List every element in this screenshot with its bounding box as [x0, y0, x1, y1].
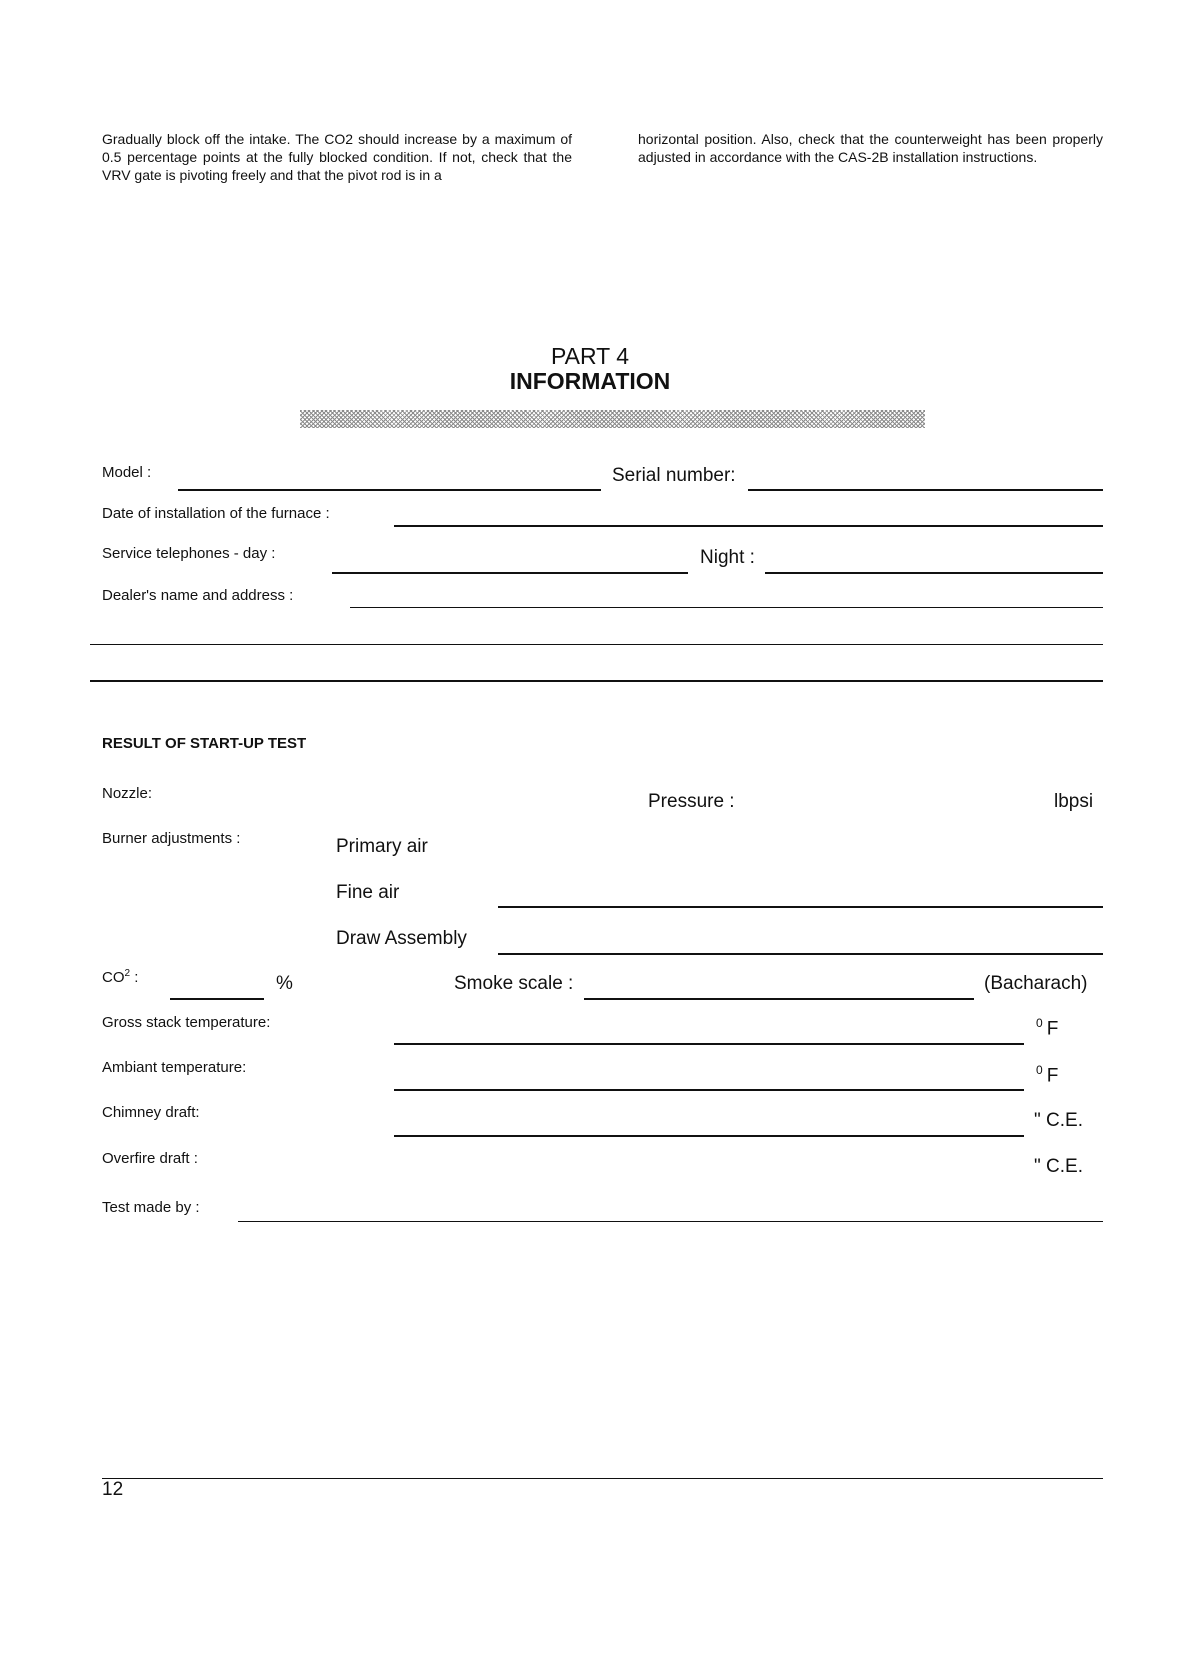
pressure-label: Pressure : — [648, 791, 735, 812]
section-title: INFORMATION — [509, 368, 671, 394]
test-made-by-field[interactable] — [238, 1221, 1103, 1222]
date-install-label: Date of installation of the furnace : — [102, 505, 330, 522]
dealer-field-line-2[interactable] — [90, 644, 1103, 645]
gross-stack-label: Gross stack temperature: — [102, 1014, 271, 1031]
co2-percent: % — [276, 973, 293, 994]
page-number: 12 — [102, 1479, 124, 1500]
dealer-label: Dealer's name and address : — [102, 587, 294, 604]
smoke-scale-label: Smoke scale : — [454, 973, 574, 994]
burner-adjustments-label: Burner adjustments : — [102, 830, 241, 847]
hatched-divider — [300, 410, 925, 428]
date-install-field[interactable] — [394, 525, 1103, 527]
model-label: Model : — [102, 464, 152, 481]
bacharach-unit: (Bacharach) — [984, 973, 1088, 994]
nozzle-label: Nozzle: — [102, 785, 153, 802]
fine-air-field[interactable] — [498, 906, 1103, 908]
draw-assembly-field[interactable] — [498, 953, 1103, 955]
overfire-label: Overfire draft : — [102, 1150, 198, 1167]
dealer-field-line-1[interactable] — [350, 607, 1103, 608]
startup-section-title: RESULT OF START-UP TEST — [102, 735, 307, 752]
intro-right-paragraph: horizontal position. Also, check that the counterweight has been properly adjusted in accordance with the CAS-2B installation instructions. — [638, 131, 1103, 165]
dealer-field-line-3[interactable] — [90, 680, 1103, 682]
pressure-unit: lbpsi — [1054, 791, 1094, 812]
gross-stack-field[interactable] — [394, 1043, 1024, 1045]
service-day-label: Service telephones - day : — [102, 545, 276, 562]
model-field[interactable] — [178, 489, 601, 491]
smoke-scale-field[interactable] — [584, 998, 974, 1000]
chimney-label: Chimney draft: — [102, 1104, 200, 1121]
serial-number-field[interactable] — [748, 489, 1103, 491]
test-made-by-label: Test made by : — [102, 1199, 200, 1216]
night-label: Night : — [700, 547, 755, 568]
ambiant-label: Ambiant temperature: — [102, 1059, 247, 1076]
intro-left-paragraph: Gradually block off the intake. The CO2 should increase by a maximum of 0.5 percentage points at the fully blocked condition. If not, check that the VRV gate is pivoting freely and that the pivot rod is in a — [102, 131, 572, 183]
co2-superscript: 2 — [124, 968, 131, 979]
fine-air-label: Fine air — [336, 882, 400, 903]
ambiant-unit: $^0$ F — [1036, 1063, 1059, 1087]
footer-rule — [102, 1478, 1103, 1479]
serial-number-label: Serial number: — [612, 465, 736, 486]
co2-label: $CO^2$ : — [102, 968, 139, 986]
gross-stack-unit: $^0$ F — [1036, 1016, 1059, 1040]
chimney-unit: " C.E. — [1034, 1110, 1083, 1131]
night-field[interactable] — [765, 572, 1103, 574]
co2-field[interactable] — [170, 998, 264, 1000]
ambiant-field[interactable] — [394, 1089, 1024, 1091]
overfire-unit: " C.E. — [1034, 1156, 1083, 1177]
chimney-field[interactable] — [394, 1135, 1024, 1137]
service-day-field[interactable] — [332, 572, 688, 574]
draw-assembly-label: Draw Assembly — [336, 928, 467, 949]
part-heading: PART 4 — [551, 343, 629, 369]
primary-air-label: Primary air — [336, 836, 428, 857]
